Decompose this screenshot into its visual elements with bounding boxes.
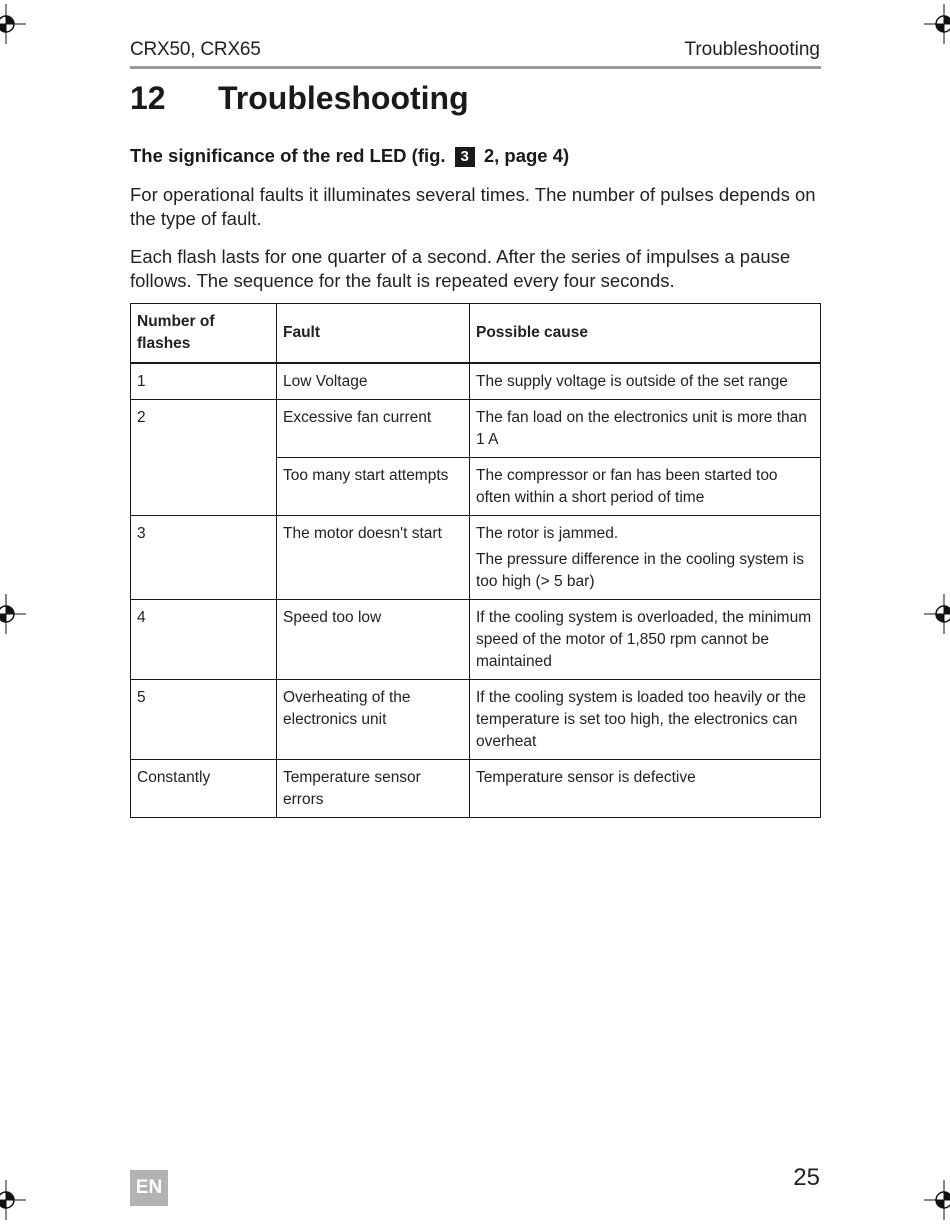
section-subheading xyxy=(130,145,569,167)
table-row xyxy=(131,760,821,818)
fault-cell: Too many start attempts xyxy=(277,458,470,516)
column-header-fault: Fault xyxy=(277,304,470,364)
flashes-cell: Constantly xyxy=(131,760,277,818)
header-models: CRX50, CRX65 xyxy=(130,39,261,60)
flashes-cell: 1 xyxy=(131,363,277,400)
fault-cell: The motor doesn't start xyxy=(277,516,470,600)
language-badge: EN xyxy=(130,1170,168,1206)
table-row xyxy=(131,600,821,680)
figure-number-badge: 3 xyxy=(455,147,475,167)
cause-cell: If the cooling system is overloaded, the minimum speed of the motor of 1,850 rpm cannot be maintained xyxy=(470,600,821,680)
cause-cell: The supply voltage is outside of the set range xyxy=(470,363,821,400)
registration-mark-top-right xyxy=(924,4,950,44)
fault-cell: Overheating of the electronics unit xyxy=(277,680,470,760)
registration-mark-mid-right xyxy=(924,594,950,634)
intro-paragraph: For operational faults it illuminates several times. The number of pulses depends on the type of fault. xyxy=(130,184,816,229)
header-section: Troubleshooting xyxy=(684,39,820,60)
fault-cell: Speed too low xyxy=(277,600,470,680)
registration-mark-mid-left xyxy=(0,594,26,634)
header-rule xyxy=(130,66,821,69)
registration-mark-bottom-left xyxy=(0,1180,26,1220)
registration-mark-bottom-right xyxy=(924,1180,950,1220)
subheading-reference: 2, page 4) xyxy=(483,145,570,166)
chapter-title: Troubleshooting xyxy=(218,80,469,116)
subheading-text: The significance of the red LED (fig. xyxy=(130,145,446,166)
column-header-cause: Possible cause xyxy=(470,304,821,364)
flashes-cell: 3 xyxy=(131,516,277,600)
table-row xyxy=(131,400,821,458)
sequence-paragraph: Each flash lasts for one quarter of a second. After the series of impulses a pause follows. The sequence for the fault is repeated every four seconds. xyxy=(130,246,791,291)
table-row xyxy=(131,363,821,400)
cause-cell: The compressor or fan has been started too often within a short period of time xyxy=(470,458,821,516)
cause-line: The rotor is jammed. xyxy=(476,525,619,542)
table-row xyxy=(131,680,821,760)
chapter-number: 12 xyxy=(130,80,166,116)
cause-cell: Temperature sensor is defective xyxy=(470,760,821,818)
cause-cell xyxy=(470,516,821,600)
flashes-cell: 4 xyxy=(131,600,277,680)
page-number: 25 xyxy=(793,1164,820,1191)
table-row xyxy=(131,516,821,600)
cause-cell: If the cooling system is loaded too heavily or the temperature is set too high, the electronics can overheat xyxy=(470,680,821,760)
flashes-cell: 2 xyxy=(131,400,277,516)
fault-table xyxy=(130,303,821,818)
registration-mark-top-left xyxy=(0,4,26,44)
cause-cell: The fan load on the electronics unit is more than 1 A xyxy=(470,400,821,458)
fault-cell: Temperature sensor errors xyxy=(277,760,470,818)
column-header-flashes: Number of flashes xyxy=(131,304,277,364)
flashes-cell: 5 xyxy=(131,680,277,760)
fault-cell: Low Voltage xyxy=(277,363,470,400)
fault-cell: Excessive fan current xyxy=(277,400,470,458)
cause-line: The pressure difference in the cooling system is too high (> 5 bar) xyxy=(476,551,804,590)
table-header-row xyxy=(131,304,821,364)
